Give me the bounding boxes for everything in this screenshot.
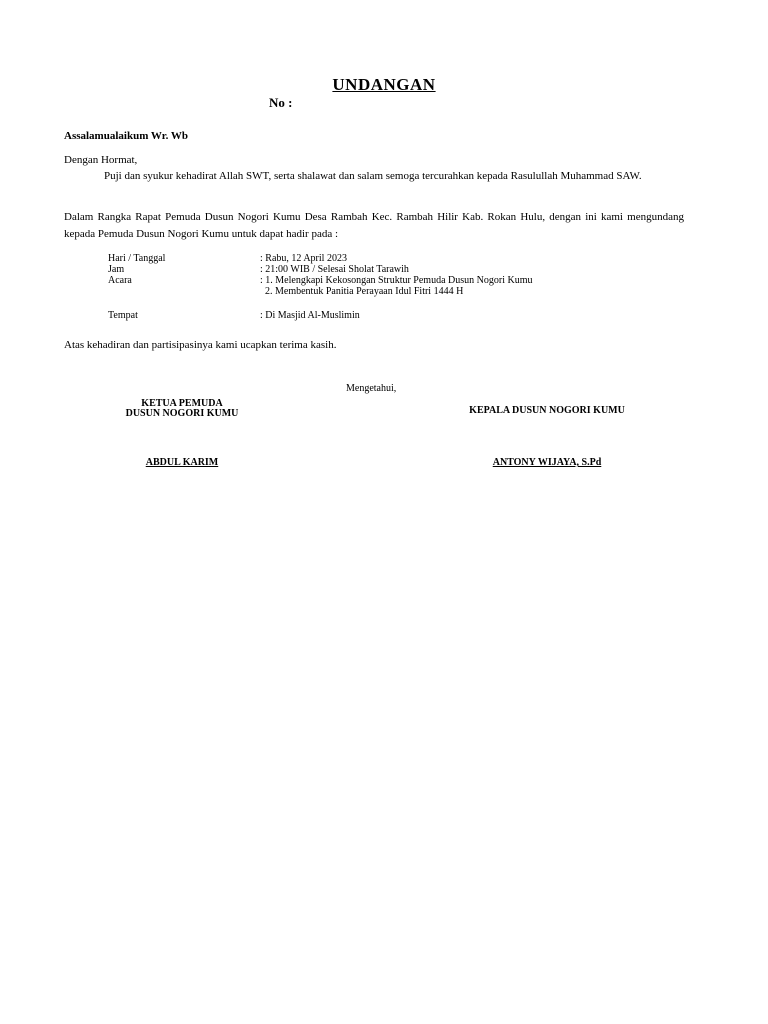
detail-row-agenda: [108, 275, 532, 286]
signature-left-title-line-1: KETUA PEMUDA: [141, 398, 223, 409]
detail-label-time: Jam: [108, 264, 125, 275]
title-text: UNDANGAN: [332, 75, 436, 94]
detail-row-day: [108, 253, 532, 264]
detail-value-agenda-2: 2. Membentuk Panitia Perayaan Idul Fitri 1444 H: [260, 286, 464, 297]
opening-paragraph: Puji dan syukur kehadirat Allah SWT, serta shalawat dan salam semoga tercurahkan kepada Rasulullah Muhammad SAW.: [104, 170, 642, 182]
detail-value-day: : Rabu, 12 April 2023: [260, 253, 347, 264]
salutation: Assalamualaikum Wr. Wb: [64, 130, 188, 142]
detail-value-time: : 21:00 WIB / Selesai Sholat Tarawih: [260, 264, 409, 275]
signature-left-name: ABDUL KARIM: [145, 457, 219, 468]
greeting: Dengan Hormat,: [64, 154, 138, 166]
letter-number-label: No :: [269, 95, 293, 110]
event-details: [108, 253, 532, 321]
detail-value-agenda-1: : 1. Melengkapi Kekosongan Struktur Pemuda Dusun Nogori Kumu: [260, 275, 533, 286]
signature-right-name: ANTONY WIJAYA, S.Pd: [492, 457, 602, 468]
detail-row-time: [108, 264, 532, 275]
closing-remark: Atas kehadiran dan partisipasinya kami ucapkan terima kasih.: [64, 339, 337, 351]
detail-label-agenda: Acara: [108, 275, 132, 286]
document-title: [0, 75, 768, 95]
detail-label-place: Tempat: [108, 310, 138, 321]
signature-left-title-line-2: DUSUN NOGORI KUMU: [125, 408, 239, 419]
detail-value-place: : Di Masjid Al-Muslimin: [260, 310, 360, 321]
signature-left-title: [102, 399, 262, 419]
invitation-paragraph: Dalam Rangka Rapat Pemuda Dusun Nogori Kumu Desa Rambah Kec. Rambah Hilir Kab. Rokan Hulu, dengan ini kami mengundang kepada Pemuda Dusun Nogori Kumu untuk dapat hadir pada :: [64, 211, 684, 240]
detail-row-agenda-2: [108, 286, 532, 297]
acknowledged-label: Mengetahui,: [346, 383, 397, 394]
detail-row-place: [108, 310, 532, 321]
detail-label-day: Hari / Tanggal: [108, 253, 166, 264]
signature-right-title: KEPALA DUSUN NOGORI KUMU: [469, 405, 625, 416]
